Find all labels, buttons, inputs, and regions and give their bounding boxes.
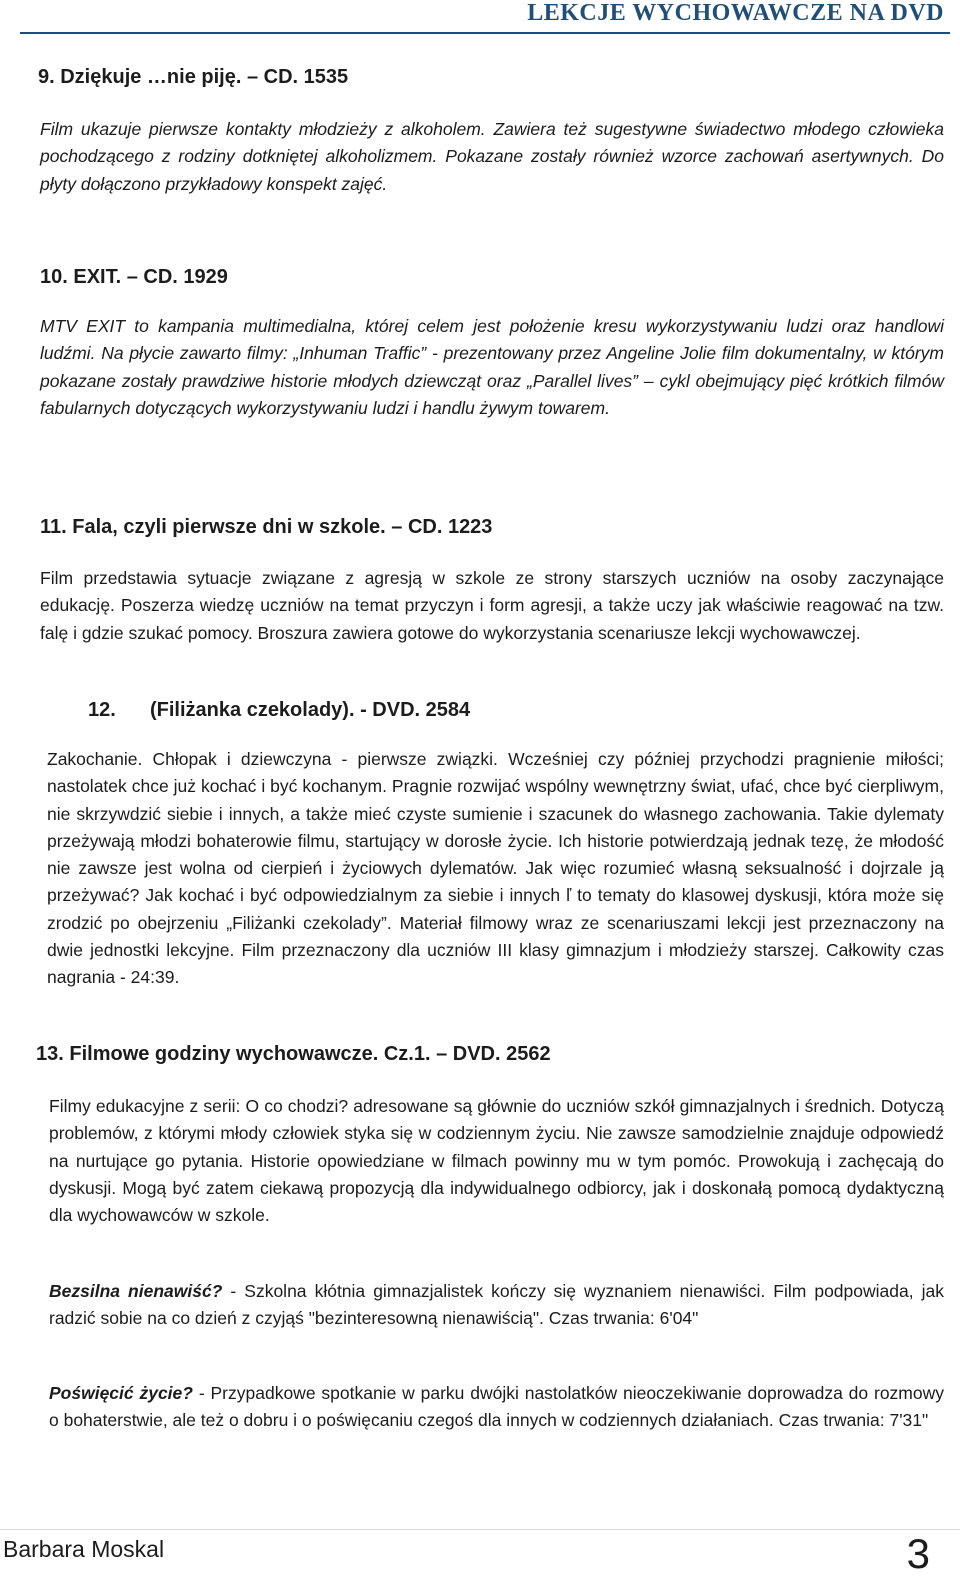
film-item-title: Poświęcić życie?	[49, 1383, 193, 1403]
section-9-heading: 9. Dziękuje …nie piję. – CD. 1535	[38, 66, 349, 88]
film-item-text: - Szkolna kłótnia gimnazjalistek kończy się wyznaniem nienawiści. Film podpowiada, jak radzić sobie na co dzień z czyjąś "bezinteresowną nienawiścią". Czas trwania: 6'04"	[49, 1281, 944, 1329]
section-11-text: Film przedstawia sytuacje związane z agresją w szkole ze strony starszych uczniów na osoby zaczynające edukację. Poszerza wiedzę uczniów na temat przyczyn i form agresji, a także uczy jak właściwie reagować na tzw. falę i gdzie szukać pomocy. Broszura zawiera gotowe do wykorzystania scenariusze lekcji wychowawczej.	[40, 568, 944, 643]
film-item-title: Bezsilna nienawiść?	[49, 1281, 223, 1301]
section-13-text: Filmy edukacyjne z serii: O co chodzi? adresowane są głównie do uczniów szkół gimnazjalnych i średnich. Dotyczą problemów, z którymi młody człowiek styka się w codziennym życiu. Nie zawsze samodzielnie znajduje odpowiedź na nurtujące go pytania. Historie opowiedziane w filmach powinny mu w tym pomóc. Prowokują i zachęcają do dyskusji. Mogą być zatem ciekawą propozycją dla indywidualnego odbiorcy, jak i doskonałą pomocą dydaktyczną dla wychowawców w szkole.	[49, 1096, 944, 1226]
section-13-heading: 13. Filmowe godziny wychowawcze. Cz.1. – DVD. 2562	[36, 1043, 551, 1065]
header-rule	[20, 32, 950, 34]
section-10-text: MTV EXIT to kampania multimedialna, której celem jest położenie kresu wykorzystywaniu ludzi oraz handlowi ludźmi. Na płycie zawarto filmy: „Inhuman Traffic” - prezentowany przez Angeline Jolie film dokumentalny, w którym pokazane zostały prawdziwe historie młodych dziewcząt oraz „Parallel lives” – cykl obejmujący pięć krótkich filmów fabularnych dotyczących wykorzystywaniu ludzi i handlu żywym towarem.	[40, 316, 944, 418]
section-9-text: Film ukazuje pierwsze kontakty młodzieży z alkoholem. Zawiera też sugestywne świadectwo młodego człowieka pochodzącego z rodziny dotkniętej alkoholizmem. Pokazane zostały również wzorce zachowań asertywnych. Do płyty dołączono przykładowy konspekt zajęć.	[40, 119, 944, 194]
section-12-number: 12.	[88, 699, 116, 721]
film-item	[49, 1380, 944, 1435]
section-12-text: Zakochanie. Chłopak i dziewczyna - pierwsze związki. Wcześniej czy później przychodzi pragnienie miłości; nastolatek chce już kochać i być kochanym. Pragnie rozwijać wspólny wewnętrzny świat, ufać, chce być cierpliwym, nie skrzywdzić siebie i innych, a także mieć czyste sumienie i szacunek do własnego zachowania. Takie dylematy przeżywają młodzi bohaterowie filmu, startujący w dorosłe życie. Ich historie potwierdzają jednak tezę, że młodość nie zawsze jest wolna od cierpień i życiowych dylematów. Jak więc rozumieć własną seksualność i dojrzale ją przeżywać? Jak kochać i być odpowiedzialnym za siebie i innych ľ to tematy do klasowej dyskusji, która może się zrodzić po obejrzeniu „Filiżanki czekolady”. Materiał filmowy wraz ze scenariuszami lekcji jest przeznaczony na dwie jednostki lekcyjne. Film przeznaczony dla uczniów III klasy gimnazjum i młodzieży starszej. Całkowity czas nagrania - 24:39.	[47, 749, 944, 988]
page-number: 3	[906, 1530, 930, 1577]
footer-author: Barbara Moskal	[3, 1536, 165, 1562]
running-header: LEKCJE WYCHOWAWCZE NA DVD	[527, 0, 944, 26]
film-item	[49, 1278, 944, 1333]
footer-rule	[0, 1529, 960, 1530]
section-12-heading	[88, 699, 470, 722]
section-12-title: (Filiżanka czekolady). - DVD. 2584	[150, 699, 471, 721]
section-11-heading: 11. Fala, czyli pierwsze dni w szkole. – CD. 1223	[40, 516, 493, 538]
film-item-text: - Przypadkowe spotkanie w parku dwójki nastolatków nieoczekiwanie doprowadza do rozmowy o bohaterstwie, ale też o dobru i o poświęcaniu czegoś dla innych w codziennych działaniach. Czas trwania: 7'31"	[49, 1383, 944, 1431]
section-10-heading: 10. EXIT. – CD. 1929	[40, 266, 228, 288]
